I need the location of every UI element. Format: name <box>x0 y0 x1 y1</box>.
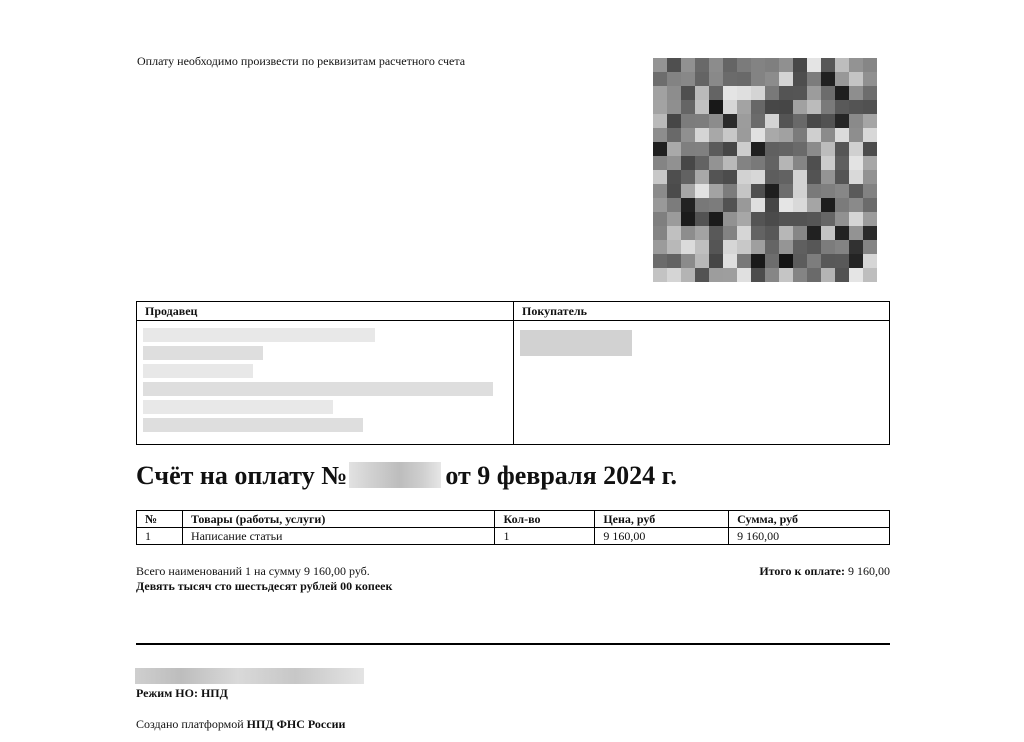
table-row <box>137 528 890 545</box>
seller-redacted-line <box>143 418 363 432</box>
seller-redacted-line <box>143 328 375 342</box>
qr-code-image <box>653 58 877 282</box>
seller-redacted-line <box>143 364 253 378</box>
invoice-number-redacted <box>349 462 441 488</box>
buyer-redacted-line <box>520 330 632 356</box>
invoice-title-prefix: Счёт на оплату № <box>136 461 348 490</box>
seller-redacted-line <box>143 346 263 360</box>
invoice-date: от 9 февраля 2024 г. <box>445 461 678 490</box>
total-value: 9 160,00 <box>848 564 890 578</box>
parties-table <box>136 301 890 445</box>
row-sum: 9 160,00 <box>729 528 890 545</box>
buyer-cell <box>514 302 889 444</box>
created-platform: НПД ФНС России <box>246 717 346 731</box>
summary-line: Всего наименований 1 на сумму 9 160,00 руб. <box>136 564 370 578</box>
total-block <box>759 564 890 579</box>
summary-block <box>136 564 392 594</box>
seller-redacted-line <box>143 382 493 396</box>
created-by <box>136 717 345 732</box>
buyer-label: Покупатель <box>514 302 889 321</box>
amount-in-words: Девять тысяч сто шестьдесят рублей 00 копеек <box>136 579 393 593</box>
footer-redacted-line <box>135 668 364 684</box>
row-price: 9 160,00 <box>595 528 729 545</box>
created-prefix: Создано платформой <box>136 717 244 731</box>
tax-regime: Режим НО: НПД <box>136 686 228 700</box>
seller-redacted-line <box>143 400 333 414</box>
header-price: Цена, руб <box>595 511 729 528</box>
seller-label: Продавец <box>137 302 513 321</box>
payment-notice: Оплату необходимо произвести по реквизитам расчетного счета <box>137 54 466 68</box>
total-label: Итого к оплате: <box>759 564 845 578</box>
row-number: 1 <box>137 528 183 545</box>
row-quantity: 1 <box>495 528 595 545</box>
divider <box>136 643 890 645</box>
invoice-title <box>136 461 677 491</box>
seller-cell <box>137 302 514 444</box>
items-table <box>136 510 890 545</box>
items-header-row <box>137 511 890 528</box>
header-goods: Товары (работы, услуги) <box>182 511 495 528</box>
header-number: № <box>137 511 183 528</box>
row-goods: Написание статьи <box>182 528 495 545</box>
header-sum: Сумма, руб <box>729 511 890 528</box>
header-quantity: Кол-во <box>495 511 595 528</box>
